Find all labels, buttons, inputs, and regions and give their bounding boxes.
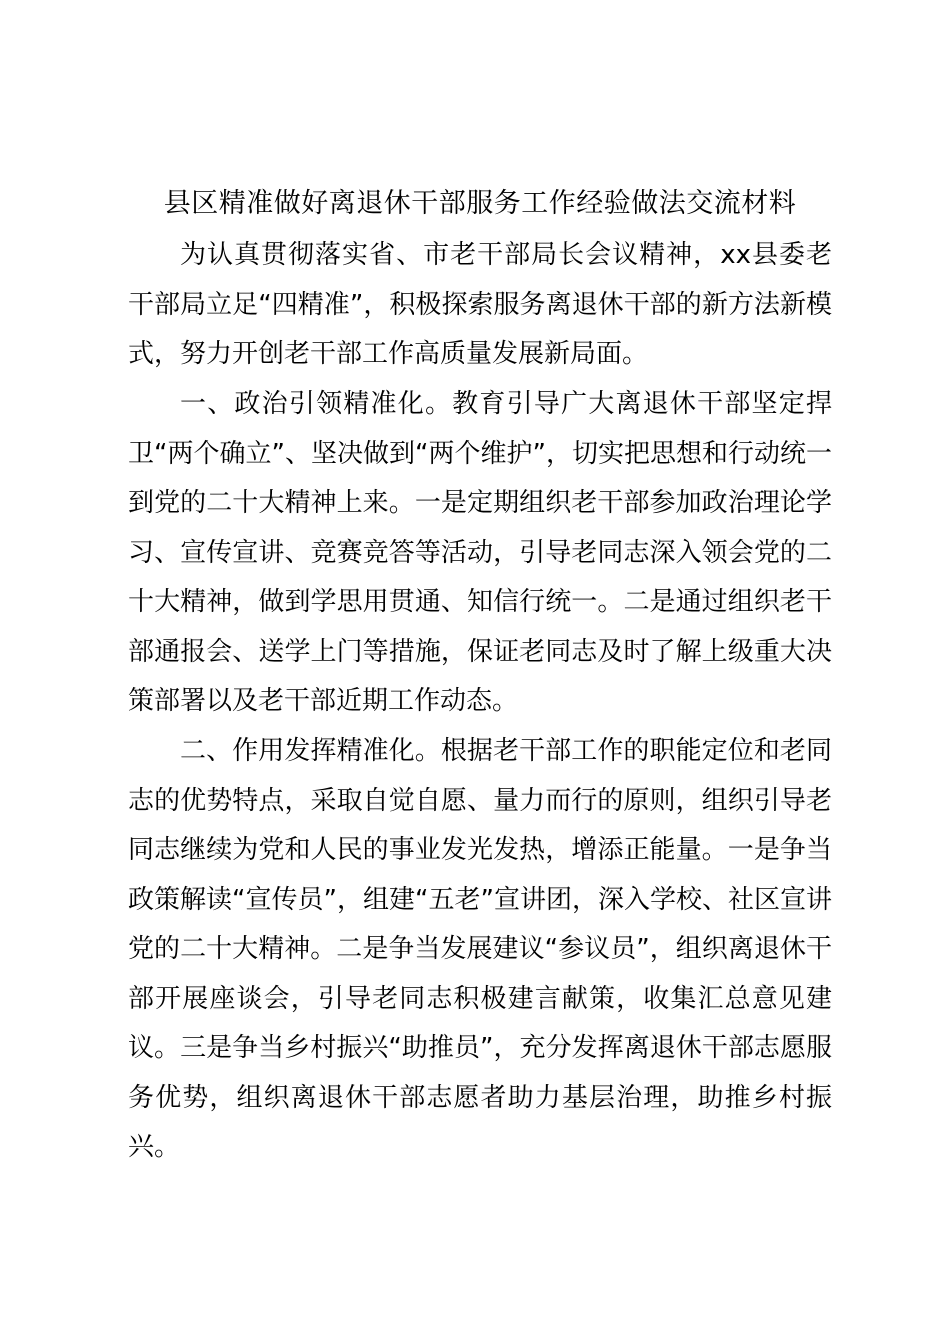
section-2-paragraph: 二、作用发挥精准化。根据老干部工作的职能定位和老同志的优势特点，采取自觉自愿、量力而行的原则，组织引导老同志继续为党和人民的事业发光发热，增添正能量。一是争当政策解读“宣传员”，组建“五老”宣讲团，深入学校、社区宣讲党的二十大精神。二是争当发展建议“参议员”，组织离退休干部开展座谈会，引导老同志积极建言献策，收集汇总意见建议。三是争当乡村振兴“助推员”，充分发挥离退休干部志愿服务优势，组织离退休干部志愿者助力基层治理，助推乡村振兴。	[128, 736, 832, 1162]
document-title: 县区精准做好离退休干部服务工作经验做法交流材料	[163, 188, 797, 219]
section-1-paragraph: 一、政治引领精准化。教育引导广大离退休干部坚定捍卫“两个确立”、坚决做到“两个维护”，切实把思想和行动统一到党的二十大精神上来。一是定期组织老干部参加政治理论学习、宣传宣讲、竞赛竞答等活动，引导老同志深入领会党的二十大精神，做到学思用贯通、知信行统一。二是通过组织老干部通报会、送学上门等措施，保证老同志及时了解上级重大决策部署以及老干部近期工作动态。	[128, 389, 832, 716]
intro-paragraph: 为认真贯彻落实省、市老干部局长会议精神，xx县委老干部局立足“四精准”，积极探索服务离退休干部的新方法新模式，努力开创老干部工作高质量发展新局面。	[128, 240, 832, 369]
